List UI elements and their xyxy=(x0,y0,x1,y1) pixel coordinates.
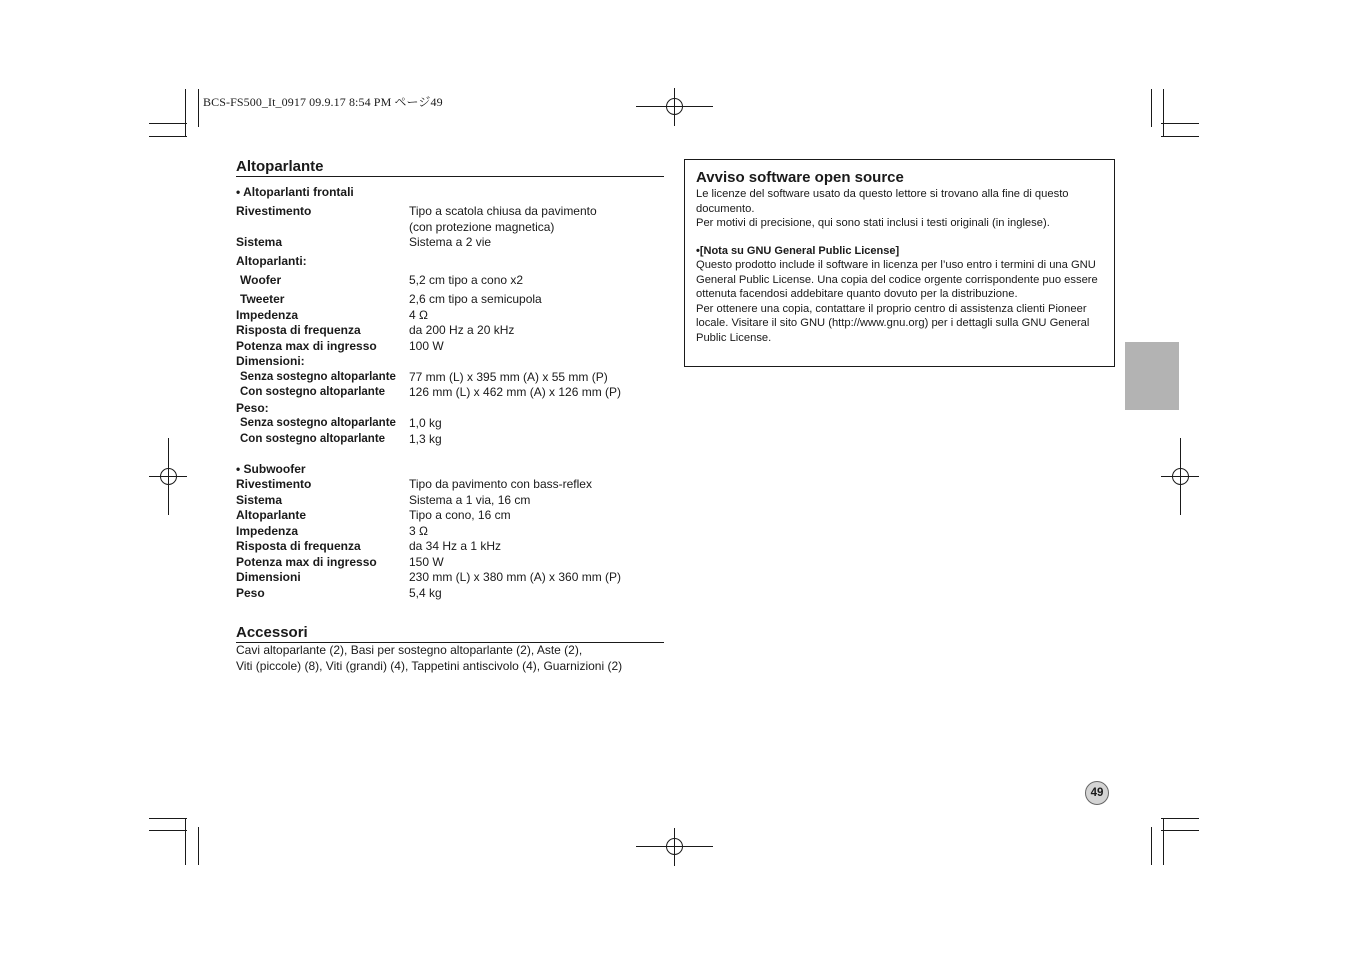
spec-value: Tipo a cono, 16 cm xyxy=(409,508,511,522)
spec-value xyxy=(409,354,664,370)
spec-value: da 200 Hz a 20 kHz xyxy=(409,323,515,337)
spec-value: 2,6 cm tipo a semicupola xyxy=(409,292,542,306)
spec-value: 230 mm (L) x 380 mm (A) x 360 mm (P) xyxy=(409,570,622,584)
page-number-badge: 49 xyxy=(1085,781,1109,805)
spec-row xyxy=(236,586,664,602)
spec-value: (con protezione magnetica) xyxy=(409,219,555,234)
open-source-notice-box xyxy=(684,159,1115,367)
spec-value: 100 W xyxy=(409,338,444,353)
spec-value: Tipo a scatola chiusa da pavimento xyxy=(409,204,597,218)
spec-value xyxy=(409,254,664,270)
spec-row xyxy=(236,539,664,555)
spec-value: 3 Ω xyxy=(409,523,428,538)
spec-label: Senza sostegno altoparlante xyxy=(240,370,396,383)
spec-label: Rivestimento xyxy=(236,477,312,491)
spec-label: Dimensioni xyxy=(236,570,301,584)
spec-label: Altoparlanti: xyxy=(236,254,307,268)
spec-row xyxy=(236,477,664,493)
spec-row xyxy=(236,235,664,251)
spec-value: 150 W xyxy=(409,554,444,569)
spec-label: Sistema xyxy=(236,235,283,249)
spec-value: 5,4 kg xyxy=(409,585,442,600)
spec-value: 126 mm (L) x 462 mm (A) x 126 mm (P) xyxy=(409,385,622,399)
spec-row xyxy=(236,416,664,432)
spec-row xyxy=(236,508,664,524)
spec-row xyxy=(236,493,664,509)
spec-label: Risposta di frequenza xyxy=(236,323,361,337)
spec-label: Woofer xyxy=(240,273,282,287)
spec-row xyxy=(236,220,664,236)
spec-row xyxy=(236,308,664,324)
spec-row xyxy=(236,432,664,448)
spec-label: Sistema xyxy=(236,492,283,507)
accessories-section-title: Accessori xyxy=(236,623,664,643)
notice-paragraph-4: Per ottenere una copia, contattare il proprio centro di assistenza clienti Pioneer locale. Visitare il sito GNU (http://www.gnu.org) per i dettagli sulla GNU General Public License. xyxy=(696,302,1090,344)
spec-value: 1,3 kg xyxy=(409,431,442,446)
accessories-line-2: Viti (piccole) (8), Viti (grandi) (4), Tappetini antiscivolo (4), Guarnizioni (2) xyxy=(236,658,623,673)
spec-row xyxy=(236,273,664,289)
notice-paragraph-2: Per motivi di precisione, qui sono stati inclusi i testi originali (in inglese). xyxy=(696,217,1050,229)
spec-label: Peso xyxy=(236,585,265,600)
speaker-section-title: Altoparlante xyxy=(236,157,664,177)
spec-value: 77 mm (L) x 395 mm (A) x 55 mm (P) xyxy=(409,369,608,384)
spec-row xyxy=(236,401,664,417)
spec-label: Con sostegno altoparlante xyxy=(240,386,386,398)
front-speakers-specs xyxy=(236,204,664,447)
spec-label: Potenza max di ingresso xyxy=(236,338,377,353)
spec-row xyxy=(236,323,664,339)
notice-paragraph-3: Questo prodotto include il software in licenza per l’uso entro i termini di una GNU General Public License. Una copia del codice orgente corrispondente puo essere ottenuta facendosi addebitare quanto dovuto per la distribuzione. xyxy=(696,259,1098,300)
gnu-note-heading: •[Nota su GNU General Public License] xyxy=(696,244,900,257)
spec-label: Dimensioni: xyxy=(236,354,305,368)
spec-value xyxy=(409,401,664,417)
subwoofer-specs xyxy=(236,477,664,601)
spec-label: Impedenza xyxy=(236,307,299,322)
subwoofer-heading: • Subwoofer xyxy=(236,462,306,476)
spec-value: Tipo da pavimento con bass-reflex xyxy=(409,477,592,491)
notice-paragraph-1: Le licenze del software usato da questo lettore si trovano alla fine di questo documento. xyxy=(696,188,1069,215)
spec-row xyxy=(236,204,664,220)
spec-row xyxy=(236,385,664,401)
spec-value: Sistema a 1 via, 16 cm xyxy=(409,492,531,507)
spec-row xyxy=(236,555,664,571)
spec-row xyxy=(236,370,664,386)
print-slug: BCS-FS500_It_0917 09.9.17 8:54 PM ページ49 xyxy=(203,95,443,109)
section-thumb-tab xyxy=(1125,342,1179,410)
spec-row xyxy=(236,570,664,586)
spec-row xyxy=(236,292,664,308)
spec-label: Impedenza xyxy=(236,523,299,538)
spec-label xyxy=(236,220,409,236)
spec-row xyxy=(236,254,664,270)
spec-label: Tweeter xyxy=(240,292,285,306)
notice-title: Avviso software open source xyxy=(696,169,904,186)
spec-label: Risposta di frequenza xyxy=(236,539,361,553)
spec-label: Peso: xyxy=(236,400,269,415)
spec-value: 4 Ω xyxy=(409,307,428,322)
accessories-line-1: Cavi altoparlante (2), Basi per sostegno altoparlante (2), Aste (2), xyxy=(236,643,583,657)
spec-label: Potenza max di ingresso xyxy=(236,554,377,569)
spec-label: Senza sostegno altoparlante xyxy=(240,417,396,429)
spec-value: da 34 Hz a 1 kHz xyxy=(409,539,502,553)
spec-row xyxy=(236,524,664,540)
specifications-column xyxy=(236,157,664,674)
spec-value: 5,2 cm tipo a cono x2 xyxy=(409,273,524,287)
front-speakers-heading: • Altoparlanti frontali xyxy=(236,185,354,199)
spec-value: 1,0 kg xyxy=(409,416,442,430)
spec-row xyxy=(236,354,664,370)
spec-label: Rivestimento xyxy=(236,204,312,218)
spec-label: Altoparlante xyxy=(236,508,307,522)
spec-row xyxy=(236,339,664,355)
spec-value: Sistema a 2 vie xyxy=(409,235,492,249)
spec-label: Con sostegno altoparlante xyxy=(240,432,386,445)
